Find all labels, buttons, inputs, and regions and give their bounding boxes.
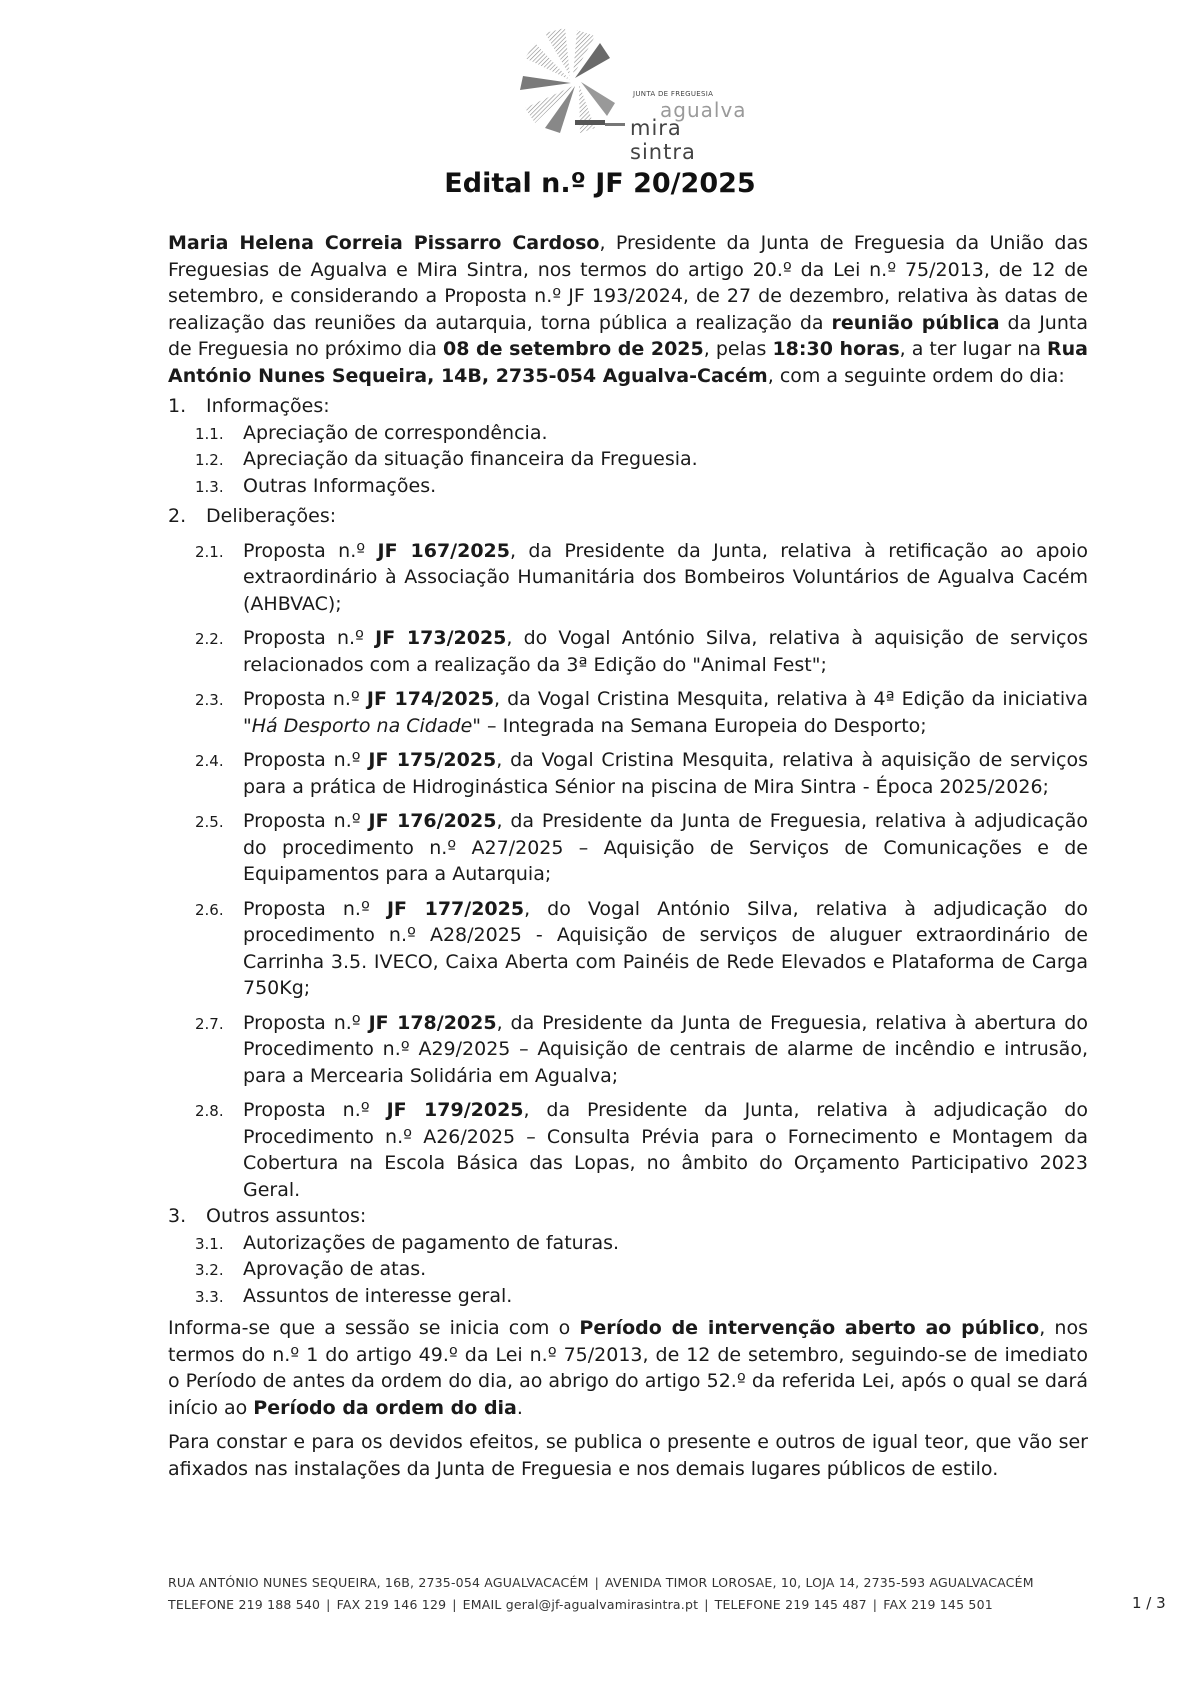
item-number: 1.3. — [195, 477, 224, 496]
agenda-item — [168, 896, 1088, 1002]
page-title: Edital n.º JF 20/2025 — [444, 168, 756, 199]
item-body: , do Vogal António Silva, relativa à adjudicação do procedimento n.º A28/2025 - Aquisição de serviços de aluguer extraordinário de Carrinha 3.5. IVECO, Caixa Aberta com Painéis de Rede Elevados e Plataforma de Carga 750Kg; — [243, 897, 1088, 999]
closing-bold: Período da ordem do dia — [253, 1396, 517, 1419]
item-number: 2.8. — [195, 1102, 224, 1120]
proposal-ref: JF 174/2025 — [366, 688, 495, 710]
item-body: , da Presidente da Junta, relativa à retificação ao apoio extraordinário à Associação Humanitária dos Bombeiros Voluntários de Agualva Cacém (AHBVAC); — [243, 539, 1088, 615]
item-text: Aprovação de atas. — [243, 1258, 427, 1280]
footer-contact-line — [168, 1594, 1128, 1616]
footer-separator: | — [594, 1575, 599, 1590]
item-text — [243, 747, 1088, 800]
agenda-item — [168, 625, 1088, 678]
meeting-date: 08 de setembro de 2025 — [443, 338, 704, 360]
item-body: , da Vogal Cristina Mesquita, relativa à 4ª Edição da iniciativa — [494, 688, 1088, 710]
footer-separator: | — [326, 1597, 331, 1612]
item-prefix: Proposta n.º — [243, 539, 378, 562]
item-number: 3.1. — [195, 1234, 224, 1253]
closing-text: Informa-se que a sessão se inicia com o — [168, 1317, 580, 1339]
closing-text: , nos termos do n.º 1 do artigo 49.º da Lei n.º 75/2013, de 12 de setembro, seguindo-se de imediato o Período de antes da ordem do dia, ao abrigo do artigo 52.º da referida Lei, após o qual se dará início ao — [168, 1317, 1088, 1419]
section-label: Informações: — [206, 395, 330, 417]
item-number: 3.3. — [195, 1287, 224, 1306]
proposal-ref: JF 176/2025 — [368, 810, 497, 832]
page-footer — [168, 1572, 1128, 1616]
agenda-item — [168, 686, 1088, 739]
item-body: , da Vogal Cristina Mesquita, relativa à aquisição de serviços para a prática de Hidroginástica Sénior na piscina de Mira Sintra - Época 2025/2026; — [243, 749, 1088, 798]
agenda-item — [168, 1010, 1088, 1090]
item-prefix: Proposta n.º — [243, 897, 387, 920]
item-text: Assuntos de interesse geral. — [243, 1284, 513, 1307]
item-text: Apreciação da situação financeira da Freguesia. — [243, 448, 698, 470]
agenda-item — [168, 747, 1088, 800]
document-body — [168, 230, 1088, 1482]
page-number: 1 / 3 — [1132, 1594, 1166, 1612]
footer-email: EMAIL geral@jf-agualvamirasintra.pt — [462, 1597, 699, 1612]
item-text: Autorizações de pagamento de faturas. — [243, 1231, 620, 1254]
initiative-name: "Há Desporto na Cidade" — [243, 714, 482, 737]
item-number: 2.7. — [195, 1014, 224, 1033]
agenda-section — [168, 393, 1088, 420]
logo-emblem-icon — [515, 28, 635, 138]
intro-bold: reunião pública — [831, 311, 1000, 334]
proposal-ref: JF 167/2025 — [377, 539, 510, 562]
agenda-item — [168, 1256, 1088, 1283]
item-number: 2.4. — [195, 752, 224, 770]
item-number: 2.3. — [195, 691, 224, 709]
footer-address: RUA ANTÓNIO NUNES SEQUEIRA, 16B, 2735-054 AGUALVACACÉM — [168, 1575, 589, 1590]
footer-fax: FAX 219 146 129 — [336, 1597, 447, 1612]
proposal-ref: JF 178/2025 — [368, 1011, 497, 1034]
section-number: 1. — [168, 395, 187, 417]
closing-text: . — [516, 1396, 523, 1419]
item-body: , da Presidente da Junta, relativa à adjudicação do Procedimento n.º A26/2025 – Consulta Prévia para o Fornecimento e Montagem da Cobertura na Escola Básica das Lopas, no âmbito do Orçamento Participativo 2023 Geral. — [243, 1099, 1088, 1201]
item-body: , da Presidente da Junta de Freguesia, relativa à abertura do Procedimento n.º A29/2025 – Aquisição de centrais de alarme de incêndio e intrusão, para a Mercearia Solidária em Agualva; — [243, 1011, 1088, 1087]
item-number: 2.2. — [195, 630, 224, 648]
agenda-section — [168, 1203, 1088, 1230]
section-label: Deliberações: — [206, 505, 337, 527]
proposal-ref: JF 179/2025 — [386, 1099, 524, 1121]
intro-paragraph — [168, 230, 1088, 389]
agenda-item — [168, 808, 1088, 888]
item-prefix: Proposta n.º — [243, 627, 376, 649]
item-prefix: Proposta n.º — [243, 688, 367, 710]
closing-paragraph — [168, 1315, 1088, 1421]
item-number: 1.1. — [195, 424, 224, 443]
meeting-time: 18:30 horas — [772, 338, 900, 360]
agenda-item — [168, 1283, 1088, 1310]
footer-phone: TELEFONE 219 145 487 — [714, 1597, 867, 1612]
item-prefix: Proposta n.º — [243, 1011, 369, 1034]
item-prefix: Proposta n.º — [243, 749, 369, 771]
section-label: Outros assuntos: — [206, 1205, 367, 1227]
footer-separator: | — [704, 1597, 709, 1612]
item-number: 2.5. — [195, 813, 224, 831]
footer-separator: | — [452, 1597, 457, 1612]
agenda-item — [168, 1230, 1088, 1257]
proposal-ref: JF 173/2025 — [375, 627, 507, 649]
item-number: 1.2. — [195, 451, 224, 469]
item-text: Outras Informações. — [243, 474, 437, 497]
item-text — [243, 686, 1088, 739]
item-body: , da Presidente da Junta de Freguesia, relativa à adjudicação do procedimento n.º A27/2025 – Aquisição de Serviços de Comunicações e de Equipamentos para a Autarquia; — [243, 810, 1088, 885]
footer-address: AVENIDA TIMOR LOROSAE, 10, LOJA 14, 2735-593 AGUALVACACÉM — [605, 1575, 1034, 1590]
item-text — [243, 808, 1088, 888]
item-text — [243, 625, 1088, 678]
intro-text: , com a seguinte ordem do dia: — [767, 364, 1065, 387]
footer-phone: TELEFONE 219 188 540 — [168, 1597, 321, 1612]
president-name: Maria Helena Correia Pissarro Cardoso — [168, 232, 600, 254]
agenda-item — [168, 446, 1088, 473]
section-number: 2. — [168, 505, 187, 527]
item-body: , do Vogal António Silva, relativa à aquisição de serviços relacionados com a realização da 3ª Edição do "Animal Fest"; — [243, 627, 1088, 676]
footer-separator: | — [872, 1597, 878, 1612]
logo-line1: agualva — [660, 98, 747, 122]
intro-text: , Presidente da Junta de Freguesia da União das Freguesias de Agualva e Mira Sintra, nos termos do artigo 20.º da Lei n.º 75/2013, de 12 de setembro, e considerando a Proposta n.º JF 193/2024, de 27 de dezembro, relativa às datas de realização das reuniões da autarquia, torna pública a realização da — [168, 232, 1088, 334]
proposal-ref: JF 175/2025 — [368, 749, 497, 771]
item-text: Apreciação de correspondência. — [243, 421, 548, 444]
agenda-item — [168, 1097, 1088, 1203]
item-text — [243, 538, 1088, 618]
logo-small-text: JUNTA DE FREGUESIA — [633, 90, 714, 98]
item-text — [243, 896, 1088, 1002]
item-number: 3.2. — [195, 1261, 224, 1279]
final-paragraph: Para constar e para os devidos efeitos, se publica o presente e outros de igual teor, que vão ser afixados nas instalações da Junta de Freguesia e nos demais lugares públicos de estilo. — [168, 1431, 1088, 1480]
item-number: 2.1. — [195, 542, 224, 561]
logo-line2: mira sintra — [630, 116, 696, 164]
agenda-section — [168, 503, 1088, 530]
agenda-item — [168, 473, 1088, 500]
meeting-address: Rua António Nunes Sequeira, 14B, 2735-054 Agualva-Cacém — [168, 338, 1088, 387]
item-prefix: Proposta n.º — [243, 1099, 387, 1121]
agenda-item — [168, 420, 1088, 447]
item-body: – Integrada na Semana Europeia do Desporto; — [481, 714, 927, 737]
agenda-item — [168, 538, 1088, 618]
footer-fax: FAX 219 145 501 — [883, 1597, 993, 1612]
proposal-ref: JF 177/2025 — [386, 897, 525, 920]
section-number: 3. — [168, 1205, 187, 1227]
item-prefix: Proposta n.º — [243, 810, 369, 832]
intro-text: da Junta de Freguesia no próximo dia — [168, 311, 1088, 360]
item-number: 2.6. — [195, 900, 224, 919]
footer-address-line — [168, 1572, 1128, 1594]
intro-text: , pelas — [703, 338, 773, 360]
closing-bold: Período de intervenção aberto ao público — [579, 1317, 1040, 1339]
intro-text: , a ter lugar na — [899, 338, 1047, 360]
item-text — [243, 1010, 1088, 1090]
item-text — [243, 1097, 1088, 1203]
junta-logo — [515, 28, 755, 164]
